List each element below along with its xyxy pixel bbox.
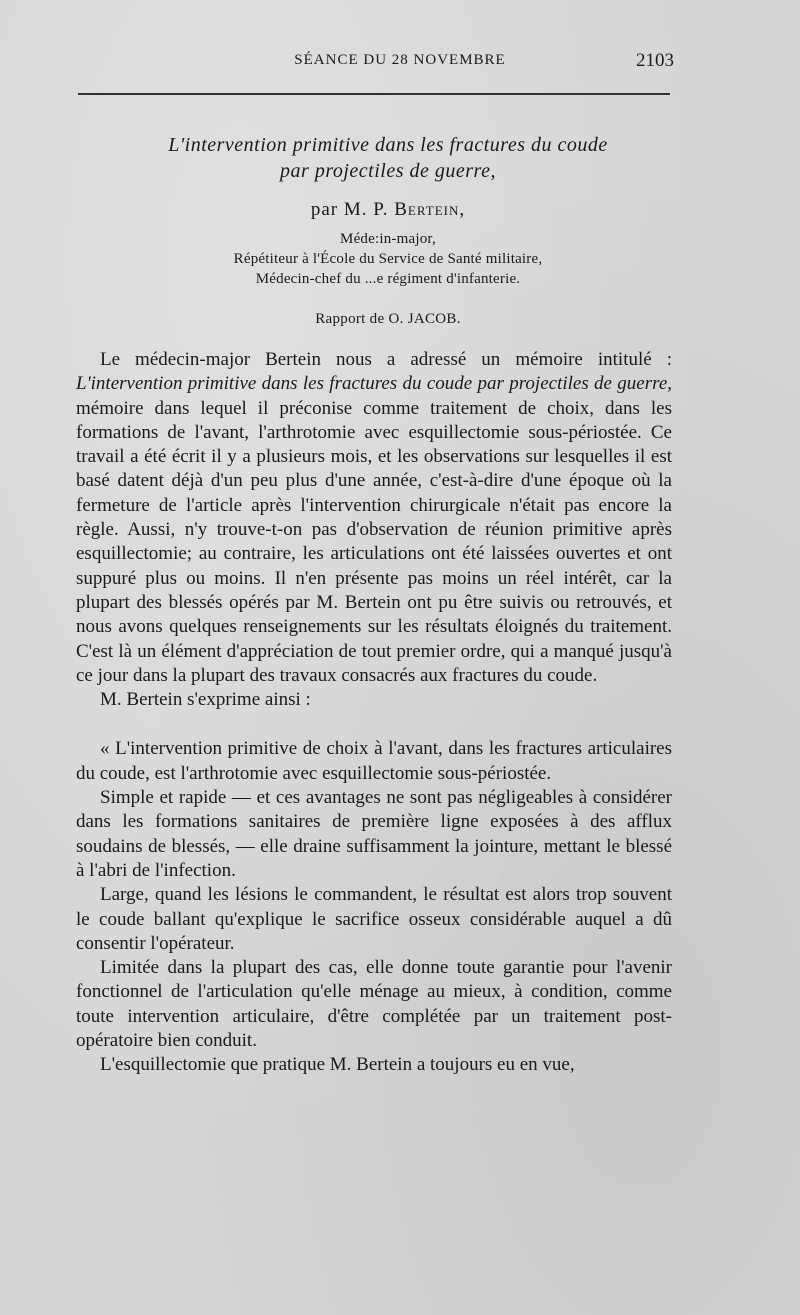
rapport-line: Rapport de O. JACOB. [315, 311, 461, 327]
article-body [76, 348, 672, 1078]
article-heading [78, 132, 698, 328]
paragraph-2: M. Bertein s'exprime ainsi : [100, 689, 311, 711]
paragraph-3: « L'intervention primitive de choix à l'avant, dans les fractures articulaires du coude, est l'arthrotomie avec esquillectomie sous-périostée. [76, 738, 672, 784]
author-line [78, 199, 698, 221]
author-prefix: par M. P. [310, 199, 389, 220]
paragraph-1-start: Le médecin-major Bertein nous a adressé un mémoire intitulé : [100, 349, 672, 370]
affiliation-school: Répétiteur à l'École du Service de Santé militaire, [233, 251, 543, 267]
paragraph-1-rest: mémoire dans lequel il préconise comme traitement de choix, dans les formations de l'avant, l'arthrotomie avec esquillectomie sous-périostée. Ce travail a été écrit il y a plusieurs mois, et les observations sur lesquelles il est basé datent déjà d'un peu plus d'une année, c'est-à-dire d'une époque où la fermeture de l'article après l'intervention chirurgicale n'était pas encore la règle. Aussi, n'y trouve-t-on pas d'observation de réunion primitive après esquillectomie; au contraire, les articulations ont été laissées ouvertes et ont suppuré plus ou moins. Il n'en présente pas moins un réel intérêt, car la plupart des blessés opérés par M. Bertein ont pu être suivis ou retrouvés, et nous avons quelques renseignements sur les résultats éloignés du traitement. C'est là un élément d'appréciation de tout premier ordre, qui a manqué jusqu'à ce jour dans la plupart des travaux consacrés aux fractures du coude. [76, 397, 672, 686]
article-title-line-1: L'intervention primitive dans les fractures du coude [168, 134, 608, 156]
paragraph-7: L'esquillectomie que pratique M. Bertein a toujours eu en vue, [100, 1054, 575, 1076]
affiliation-rank: Méde:in-major, [340, 231, 436, 247]
page-number: 2103 [636, 50, 674, 71]
article-title-line-2: par projectiles de guerre, [280, 160, 496, 182]
paragraph-1-italic-title: L'intervention primitive dans les fractures du coude par projectiles de guerre, [76, 373, 672, 395]
running-head [0, 52, 800, 82]
author-name: Bertein, [394, 199, 466, 220]
paragraph-6: Limitée dans la plupart des cas, elle donne toute garantie pour l'avenir fonctionnel de l'articulation qu'elle ménage au mieux, à condition, comme toute intervention articulaire, d'être complétée par un traitement post-opératoire bien conduit. [76, 957, 672, 1052]
running-title: SÉANCE DU 28 NOVEMBRE [294, 52, 506, 68]
affiliation-regiment: Médecin-chef du ...e régiment d'infanterie. [255, 271, 521, 287]
header-rule [78, 93, 670, 95]
paragraph-1 [76, 348, 672, 688]
paragraph-4: Simple et rapide — et ces avantages ne sont pas négligeables à considérer dans les formations sanitaires de première ligne exposées à des afflux soudains de blessés, — elle draine suffisamment la jointure, mettant le blessé à l'abri de l'infection. [76, 787, 672, 881]
paragraph-5: Large, quand les lésions le commandent, le résultat est alors trop souvent le coude ballant qu'explique le sacrifice osseux considérable auquel a dû consentir l'opérateur. [76, 884, 672, 954]
